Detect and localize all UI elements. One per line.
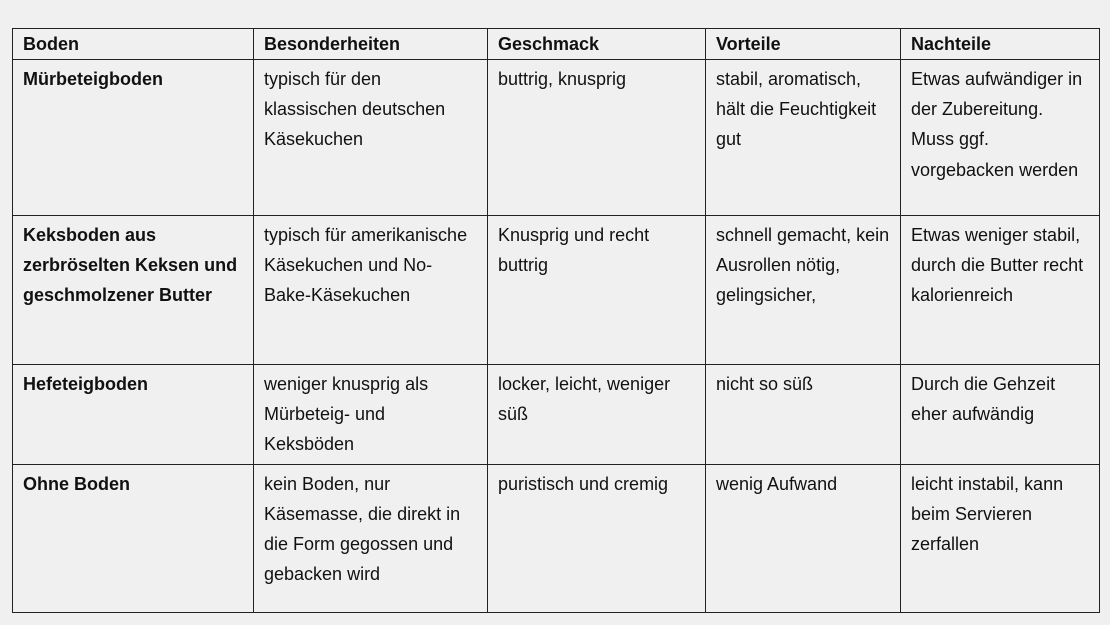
header-boden: Boden <box>13 29 254 60</box>
cell-nachteile: leicht instabil, kann beim Servieren zerfallen <box>901 464 1100 612</box>
table-row <box>13 365 1100 465</box>
cell-nachteile: Etwas weniger stabil, durch die Butter recht kalorienreich <box>901 216 1100 365</box>
cell-besonderheiten: weniger knusprig als Mürbeteig- und Keksböden <box>254 365 488 465</box>
header-vorteile: Vorteile <box>706 29 901 60</box>
cell-vorteile: nicht so süß <box>706 365 901 465</box>
cell-nachteile: Etwas aufwändiger in der Zubereitung. Muss ggf. vorgebacken werden <box>901 60 1100 216</box>
cell-boden: Mürbeteigboden <box>13 60 254 216</box>
table-row <box>13 60 1100 216</box>
cell-geschmack: buttrig, knusprig <box>488 60 706 216</box>
comparison-table-container <box>12 28 1099 613</box>
header-nachteile: Nachteile <box>901 29 1100 60</box>
header-geschmack: Geschmack <box>488 29 706 60</box>
table-row <box>13 216 1100 365</box>
cell-vorteile: stabil, aromatisch, hält die Feuchtigkeit gut <box>706 60 901 216</box>
cell-besonderheiten: typisch für amerikanische Käsekuchen und No-Bake-Käsekuchen <box>254 216 488 365</box>
cell-geschmack: locker, leicht, weniger süß <box>488 365 706 465</box>
cell-nachteile: Durch die Gehzeit eher aufwändig <box>901 365 1100 465</box>
cell-boden: Hefeteigboden <box>13 365 254 465</box>
cell-besonderheiten: kein Boden, nur Käsemasse, die direkt in die Form gegossen und gebacken wird <box>254 464 488 612</box>
cell-besonderheiten: typisch für den klassischen deutschen Käsekuchen <box>254 60 488 216</box>
cell-geschmack: puristisch und cremig <box>488 464 706 612</box>
cheesecake-base-table <box>12 28 1100 613</box>
table-row <box>13 464 1100 612</box>
cell-geschmack: Knusprig und recht buttrig <box>488 216 706 365</box>
cell-vorteile: schnell gemacht, kein Ausrollen nötig, gelingsicher, <box>706 216 901 365</box>
header-besonderheiten: Besonderheiten <box>254 29 488 60</box>
cell-boden: Ohne Boden <box>13 464 254 612</box>
cell-vorteile: wenig Aufwand <box>706 464 901 612</box>
table-header-row <box>13 29 1100 60</box>
cell-boden: Keksboden aus zerbröselten Keksen und geschmolzener Butter <box>13 216 254 365</box>
